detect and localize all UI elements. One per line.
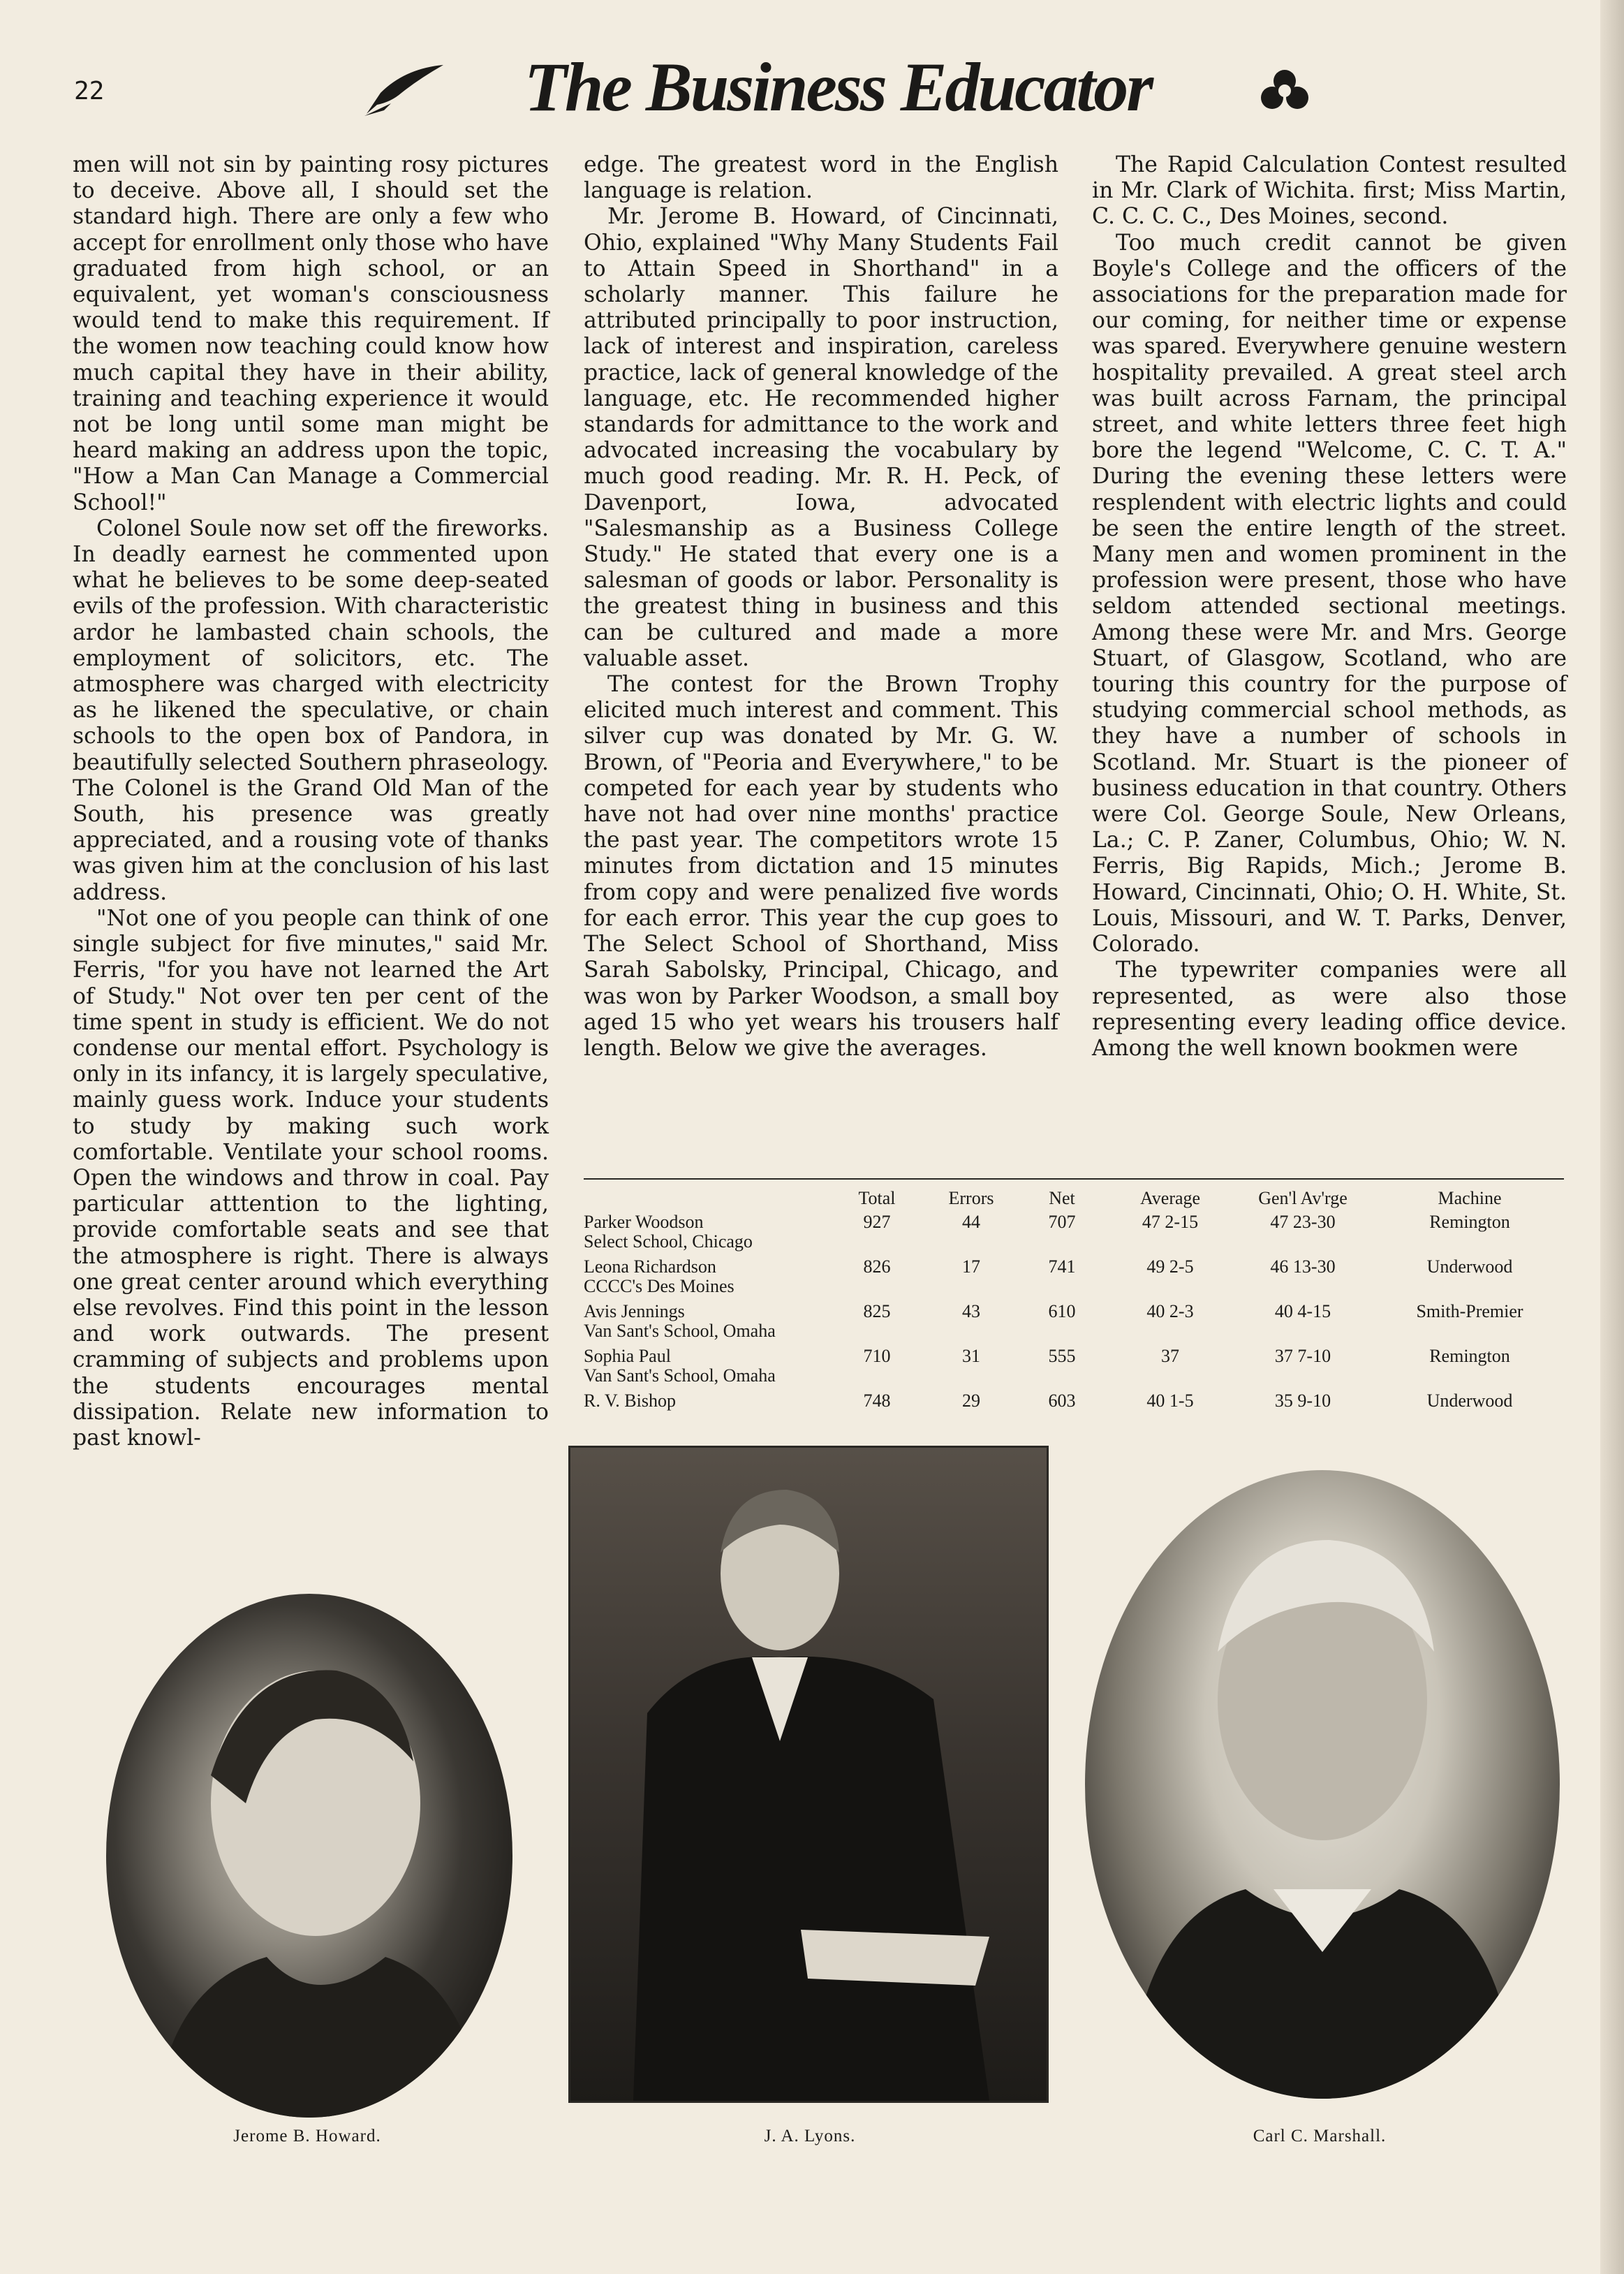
paragraph: edge. The greatest word in the English language is relation.	[584, 152, 1058, 204]
errors-cell: 17	[962, 1256, 980, 1277]
machine-cell: Underwood	[1426, 1391, 1513, 1411]
portrait-silhouette	[106, 1594, 512, 2118]
errors-cell: 43	[962, 1301, 980, 1321]
contestant-cell	[582, 1347, 828, 1391]
errors-cell: 44	[962, 1212, 980, 1232]
portrait-photo-lyons	[568, 1446, 1049, 2103]
column-header: Average	[1139, 1188, 1201, 1208]
photo-caption: Jerome B. Howard.	[233, 2127, 381, 2145]
paragraph: The typewriter companies were all represented, as were also those representing every leading office device. Among the well known bookmen were	[1092, 958, 1567, 1061]
portrait-silhouette	[1085, 1470, 1560, 2099]
column-header: Net	[1049, 1188, 1075, 1208]
paragraph: The Rapid Calculation Contest resulted in Mr. Clark of Wichita. first; Miss Martin, C. C. C. C., Des Moines, second.	[1092, 152, 1567, 230]
page-header	[0, 49, 1624, 126]
total-cell: 826	[863, 1256, 891, 1277]
table-row	[582, 1391, 1567, 1416]
article-column-3	[1092, 152, 1567, 1062]
column-header: Total	[858, 1188, 896, 1208]
table-row	[582, 1302, 1567, 1347]
contestant-name: Parker Woodson	[584, 1212, 704, 1232]
general-average-cell: 46 13-30	[1270, 1256, 1336, 1277]
table-divider	[584, 1178, 1564, 1180]
general-average-cell: 35 9-10	[1274, 1391, 1331, 1411]
paragraph: "Not one of you people can think of one single subject for five minutes," said Mr. Ferris, "for you have not learned the Art of Study." Not over ten per cent of the time spent in study is efficient. We do not condense our mental effort. Psychology is only in its infancy, it is largely speculative, mainly guess work. Induce your students to study by making such work comfortable. Ventilate your school rooms. Open the windows and throw in coal. Pay particular atttention to the lighting, provide comfortable seats and see that the atmosphere is right. There is always one great center around which everything else revolves. Find this point in the lesson and work outwards. The present cramming of subjects and problems upon the students encourages mental dissipation. Relate new information to past knowl-	[73, 905, 549, 1451]
portrait-silhouette	[570, 1448, 1047, 2101]
net-cell: 741	[1048, 1256, 1076, 1277]
column-header: Machine	[1438, 1188, 1502, 1208]
table-row	[582, 1212, 1567, 1257]
paragraph: men will not sin by painting rosy pictures to deceive. Above all, I should set the standard high. There are only a few who accept for enrollment only those who have graduated from high school, or an equivalent, yet woman's consciousness would tend to make this requirement. If the women now teaching could know how much capital they have in their ability, training and teaching experience it would not be long until some man might be heard making an address upon the topic, "How a Man Can Manage a Commercial School!"	[73, 152, 549, 515]
general-average-cell: 40 4-15	[1274, 1301, 1331, 1321]
errors-cell: 29	[962, 1391, 980, 1411]
page-number: 22	[74, 77, 105, 105]
ornament-icon	[1257, 63, 1313, 119]
article-column-2	[584, 152, 1058, 1062]
masthead-title: The Business Educator	[524, 48, 1152, 126]
net-cell: 555	[1048, 1346, 1076, 1366]
contestant-school: Van Sant's School, Omaha	[584, 1321, 776, 1341]
total-cell: 825	[863, 1301, 891, 1321]
table-header-row	[582, 1189, 1567, 1212]
average-cell: 40 2-3	[1146, 1301, 1194, 1321]
photo-caption: Carl C. Marshall.	[1253, 2127, 1387, 2145]
contestant-cell	[582, 1212, 828, 1257]
contestant-name: Leona Richardson	[584, 1256, 716, 1277]
machine-cell: Remington	[1429, 1212, 1510, 1232]
quill-icon	[363, 61, 447, 117]
machine-cell: Underwood	[1426, 1256, 1513, 1277]
average-cell: 40 1-5	[1146, 1391, 1194, 1411]
general-average-cell: 47 23-30	[1270, 1212, 1336, 1232]
contestant-name: R. V. Bishop	[584, 1391, 676, 1411]
general-average-cell: 37 7-10	[1274, 1346, 1331, 1366]
paragraph: Mr. Jerome B. Howard, of Cincinnati, Ohio, explained "Why Many Students Fail to Attain Speed in Shorthand" in a scholarly manner. This failure he attributed principally to poor instruction, lack of interest and inspiration, careless practice, lack of general knowledge of the language, etc. He recommended higher standards for admittance to the work and advocated increasing the vocabulary by much good reading. Mr. R. H. Peck, of Davenport, Iowa, advocated "Salesmanship as a Business College Study." He stated that every one is a salesman of goods or labor. Personality is the greatest thing in business and this can be cultured and made a more valuable asset.	[584, 204, 1058, 671]
column-header: Gen'l Av'rge	[1258, 1188, 1348, 1208]
contestant-cell	[582, 1257, 828, 1302]
total-cell: 748	[863, 1391, 891, 1411]
average-cell: 37	[1161, 1346, 1179, 1366]
total-cell: 927	[863, 1212, 891, 1232]
contestant-school: Van Sant's School, Omaha	[584, 1365, 776, 1386]
paragraph: The contest for the Brown Trophy elicited much interest and comment. This silver cup was donated by Mr. G. W. Brown, of "Peoria and Everywhere," to be competed for each year by students who have not had over nine months' practice the past year. The competitors wrote 15 minutes from dictation and 15 minutes from copy and were penalized five words for each error. This year the cup goes to The Select School of Shorthand, Miss Sarah Sabolsky, Principal, Chicago, and was won by Parker Woodson, a small boy aged 15 who yet wears his trousers half length. Below we give the averages.	[584, 672, 1058, 1061]
net-cell: 610	[1048, 1301, 1076, 1321]
average-cell: 47 2-15	[1142, 1212, 1199, 1232]
net-cell: 707	[1048, 1212, 1076, 1232]
paragraph: Colonel Soule now set off the fireworks. In deadly earnest he commented upon what he believes to be some deep-seated evils of the profession. With characteristic ardor he lambasted chain schools, the employment of solicitors, etc. The atmosphere was charged with electricity as he likened the speculative, or chain schools to the open box of Pandora, in beautifully selected Southern phraseology. The Colonel is the Grand Old Man of the South, his presence was greatly appreciated, and a rousing vote of thanks was given him at the conclusion of his last address.	[73, 515, 549, 905]
contestant-cell	[582, 1391, 828, 1416]
contestant-school: CCCC's Des Moines	[584, 1276, 735, 1296]
contest-results-table	[582, 1189, 1567, 1416]
portrait-photo-howard	[106, 1594, 512, 2118]
paragraph: Too much credit cannot be given Boyle's College and the officers of the associations for the preparation made for our coming, for neither time or expense was spared. Everywhere genuine western hospitality prevailed. A great steel arch was built across Farnam, the principal street, and white letters three feet high bore the legend "Welcome, C. C. T. A." During the evening these letters were resplendent with electric lights and could be seen the entire length of the street. Many men and women prominent in the profession were present, those who have seldom attended sectional meetings. Among these were Mr. and Mrs. George Stuart, of Glasgow, Scotland, who are touring this country for the purpose of studying commercial school methods, as they have a number of schools in Scotland. Mr. Stuart is the pioneer of business education in that country. Others were Col. George Soule, New Orleans, La.; C. P. Zaner, Columbus, Ohio; W. N. Ferris, Big Rapids, Mich.; Jerome B. Howard, Cincinnati, Ohio; O. H. White, St. Louis, Missouri, and W. T. Parks, Denver, Colorado.	[1092, 230, 1567, 958]
machine-cell: Remington	[1429, 1346, 1510, 1366]
column-header: Errors	[948, 1188, 994, 1208]
article-column-1	[73, 152, 549, 1451]
page-edge	[1600, 0, 1624, 2274]
table-row	[582, 1347, 1567, 1391]
contestant-name: Avis Jennings	[584, 1301, 685, 1321]
photo-caption: J. A. Lyons.	[764, 2127, 856, 2145]
contestant-name: Sophia Paul	[584, 1346, 671, 1366]
column-header	[582, 1189, 828, 1212]
contestant-cell	[582, 1302, 828, 1347]
machine-cell: Smith-Premier	[1416, 1301, 1523, 1321]
average-cell: 49 2-5	[1146, 1256, 1194, 1277]
table-row	[582, 1257, 1567, 1302]
errors-cell: 31	[962, 1346, 980, 1366]
portrait-photo-marshall	[1085, 1470, 1560, 2099]
contestant-school: Select School, Chicago	[584, 1231, 753, 1252]
total-cell: 710	[863, 1346, 891, 1366]
net-cell: 603	[1048, 1391, 1076, 1411]
